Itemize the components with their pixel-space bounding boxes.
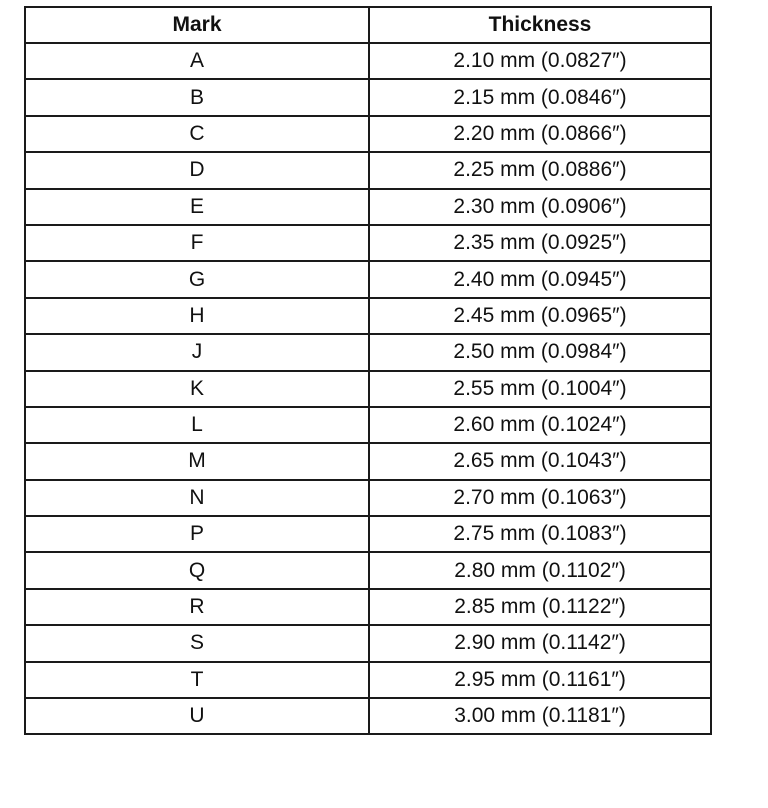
- thickness-cell: 2.30 mm (0.0906″): [369, 189, 711, 225]
- table-row: [25, 552, 711, 588]
- table-row: [25, 662, 711, 698]
- table-row: [25, 371, 711, 407]
- table-row: [25, 516, 711, 552]
- header-mark: Mark: [25, 7, 369, 43]
- table-row: [25, 334, 711, 370]
- mark-cell: B: [25, 79, 369, 115]
- table-row: [25, 443, 711, 479]
- table-row: [25, 152, 711, 188]
- header-row: [25, 7, 711, 43]
- mark-cell: N: [25, 480, 369, 516]
- thickness-cell: 2.55 mm (0.1004″): [369, 371, 711, 407]
- mark-cell: H: [25, 298, 369, 334]
- thickness-cell: 2.70 mm (0.1063″): [369, 480, 711, 516]
- table-row: [25, 589, 711, 625]
- table-row: [25, 189, 711, 225]
- mark-cell: P: [25, 516, 369, 552]
- thickness-cell: 2.75 mm (0.1083″): [369, 516, 711, 552]
- thickness-table: [24, 6, 712, 735]
- mark-cell: K: [25, 371, 369, 407]
- table-row: [25, 116, 711, 152]
- thickness-cell: 2.50 mm (0.0984″): [369, 334, 711, 370]
- thickness-cell: 2.80 mm (0.1102″): [369, 552, 711, 588]
- thickness-cell: 3.00 mm (0.1181″): [369, 698, 711, 734]
- mark-cell: R: [25, 589, 369, 625]
- table-row: [25, 261, 711, 297]
- table-row: [25, 625, 711, 661]
- table-row: [25, 480, 711, 516]
- thickness-cell: 2.20 mm (0.0866″): [369, 116, 711, 152]
- thickness-cell: 2.25 mm (0.0886″): [369, 152, 711, 188]
- header-thickness: Thickness: [369, 7, 711, 43]
- mark-cell: C: [25, 116, 369, 152]
- mark-cell: E: [25, 189, 369, 225]
- mark-cell: M: [25, 443, 369, 479]
- thickness-cell: 2.65 mm (0.1043″): [369, 443, 711, 479]
- table-row: [25, 298, 711, 334]
- mark-cell: T: [25, 662, 369, 698]
- table-row: [25, 43, 711, 79]
- table-row: [25, 698, 711, 734]
- mark-cell: F: [25, 225, 369, 261]
- mark-cell: S: [25, 625, 369, 661]
- thickness-cell: 2.10 mm (0.0827″): [369, 43, 711, 79]
- thickness-cell: 2.60 mm (0.1024″): [369, 407, 711, 443]
- thickness-cell: 2.35 mm (0.0925″): [369, 225, 711, 261]
- thickness-cell: 2.40 mm (0.0945″): [369, 261, 711, 297]
- table-row: [25, 79, 711, 115]
- mark-cell: Q: [25, 552, 369, 588]
- thickness-cell: 2.15 mm (0.0846″): [369, 79, 711, 115]
- mark-cell: L: [25, 407, 369, 443]
- thickness-cell: 2.85 mm (0.1122″): [369, 589, 711, 625]
- mark-cell: J: [25, 334, 369, 370]
- table-row: [25, 225, 711, 261]
- mark-cell: A: [25, 43, 369, 79]
- thickness-cell: 2.45 mm (0.0965″): [369, 298, 711, 334]
- thickness-cell: 2.90 mm (0.1142″): [369, 625, 711, 661]
- table-header: [25, 7, 711, 43]
- mark-cell: G: [25, 261, 369, 297]
- mark-cell: D: [25, 152, 369, 188]
- thickness-cell: 2.95 mm (0.1161″): [369, 662, 711, 698]
- mark-cell: U: [25, 698, 369, 734]
- table-body: [25, 43, 711, 734]
- table-row: [25, 407, 711, 443]
